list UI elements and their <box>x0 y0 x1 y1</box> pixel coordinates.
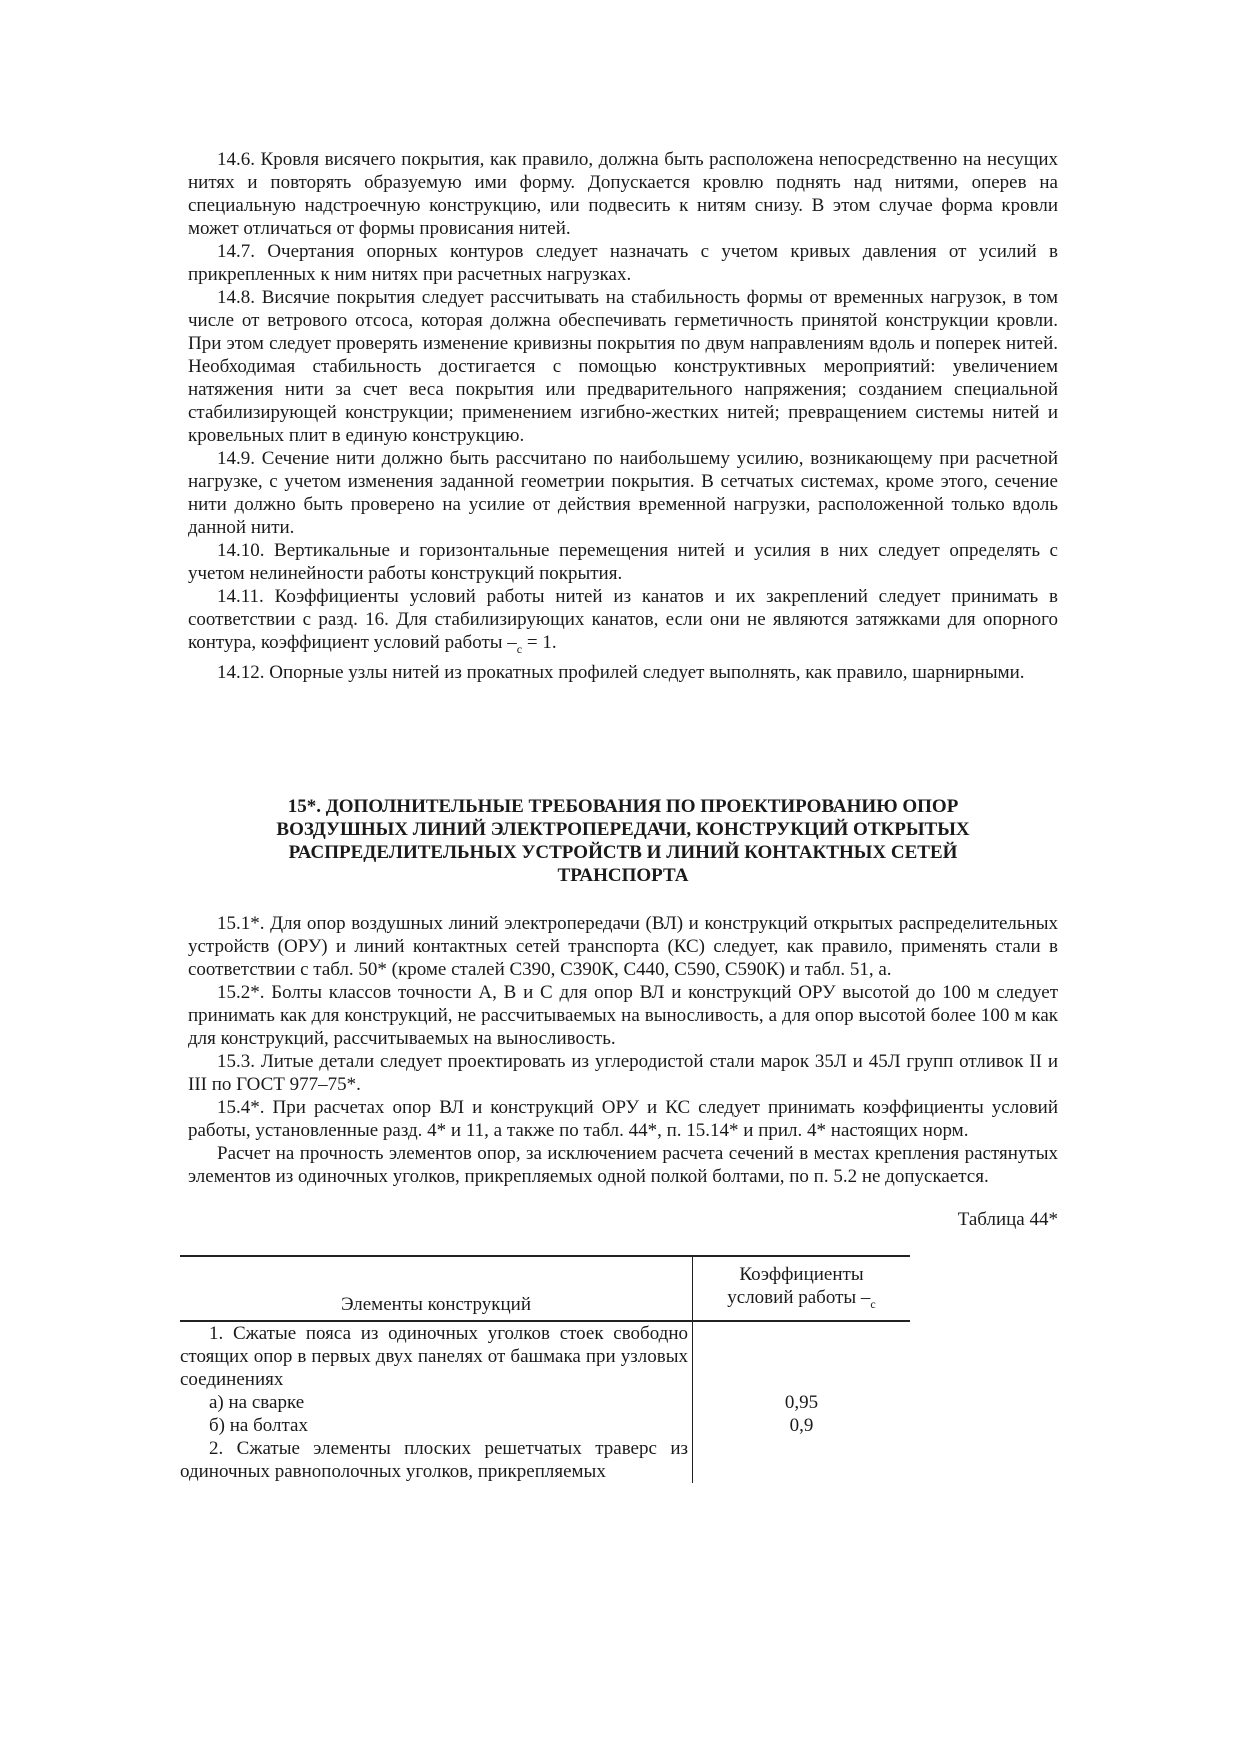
paragraph-15-2: 15.2*. Болты классов точности А, В и С для опор ВЛ и конструкций ОРУ высотой до 100 м следует принимать как для конструкций, не рассчитываемых на выносливость, а для опор высотой более 100 м как для конструкций, рассчитываемых на выносливость. <box>188 981 1058 1049</box>
heading-line-3: РАСПРЕДЕЛИТЕЛЬНЫХ УСТРОЙСТВ И ЛИНИЙ КОНТАКТНЫХ СЕТЕЙ <box>288 841 958 863</box>
spacer <box>693 1368 910 1391</box>
paragraph-15-4: 15.4*. При расчетах опор ВЛ и конструкций ОРУ и КС следует принимать коэффициенты условий работы, установленные разд. 4* и 11, а также по табл. 44*, п. 15.14* и прил. 4* настоящих норм. <box>188 1096 1058 1141</box>
paragraph-14-6: 14.6. Кровля висячего покрытия, как правило, должна быть расположена непосредственно на несущих нитях и повторять образуемую ими форму. Допускается кровлю поднять над нитями, оперев на специальную надстроечную конструкцию, или подвесить к нитям снизу. В этом случае форма кровли может отличаться от формы провисания нитей. <box>188 149 1058 239</box>
heading-line-4: ТРАНСПОРТА <box>557 864 689 886</box>
paragraph-14-11-main: 14.11. Коэффициенты условий работы нитей из канатов и их закреплений следует принимать в соответствии с разд. 16. Для стабилизирующих канатов, если они не являются затяжками для опорного контура, коэффициент условий работы <box>188 586 1058 653</box>
spacer <box>693 1322 910 1345</box>
heading-line-2: ВОЗДУШНЫХ ЛИНИЙ ЭЛЕКТРОПЕРЕДАЧИ, КОНСТРУКЦИЙ ОТКРЫТЫХ <box>276 818 970 840</box>
paragraph-15-4-continued: Расчет на прочность элементов опор, за исключением расчета сечений в местах крепления растянутых элементов из одиночных уголков, прикрепляемых одной полкой болтами, по п. 5.2 не допускается. <box>188 1142 1058 1187</box>
header-gamma-subscript: c <box>870 1296 876 1311</box>
gamma-symbol: – <box>507 632 517 653</box>
header-gamma-symbol: – <box>860 1286 871 1308</box>
row-1-a-label: а) на сварке <box>209 1391 305 1413</box>
row-1-b-value: 0,9 <box>789 1414 814 1436</box>
row-1-coefficients <box>693 1321 911 1483</box>
table-44 <box>180 1255 910 1483</box>
header-coefficients <box>693 1256 911 1321</box>
heading-line-1: 15*. ДОПОЛНИТЕЛЬНЫЕ ТРЕБОВАНИЯ ПО ПРОЕКТИРОВАНИЮ ОПОР <box>287 795 959 817</box>
header-coefficients-line-1: Коэффициенты <box>739 1263 864 1285</box>
header-elements: Элементы конструкций <box>180 1256 693 1321</box>
paragraph-14-11 <box>188 585 1058 661</box>
spacer <box>693 1345 910 1368</box>
paragraph-15-1: 15.1*. Для опор воздушных линий электропередачи (ВЛ) и конструкций открытых распределительных устройств (ОРУ) и линий контактных сетей транспорта (КС) следует, как правило, применять стали в соответствии с табл. 50* (кроме сталей С390, С390К, С440, С590, С590К) и табл. 51, а. <box>188 912 1058 980</box>
paragraph-15-3: 15.3. Литые детали следует проектировать из углеродистой стали марок 35Л и 45Л групп отливок II и III по ГОСТ 977–75*. <box>188 1050 1058 1095</box>
table-caption: Таблица 44* <box>957 1208 1058 1230</box>
paragraph-14-9: 14.9. Сечение нити должно быть рассчитано по наибольшему усилию, возникающему при расчетной нагрузке, с учетом изменения заданной геометрии покрытия. В сетчатых системах, кроме этого, сечение нити должно быть проверено на усилие от действия временной нагрузки, расположенной только вдоль данной нити. <box>188 448 1058 538</box>
paragraph-14-11-tail: = 1. <box>522 632 557 653</box>
table-header-row <box>180 1256 910 1321</box>
row-1-b-label: б) на болтах <box>209 1414 308 1436</box>
paragraph-14-7: 14.7. Очертания опорных контуров следует назначать с учетом кривых давления от усилий в прикрепленных к ним нитях при расчетных нагрузках. <box>188 241 1058 285</box>
document-page <box>180 148 1058 1483</box>
table-row <box>180 1321 910 1483</box>
paragraph-14-10: 14.10. Вертикальные и горизонтальные перемещения нитей и усилия в них следует определять с учетом нелинейности работы конструкций покрытия. <box>188 540 1058 584</box>
paragraph-14-12: 14.12. Опорные узлы нитей из прокатных профилей следует выполнять, как правило, шарнирными. <box>217 661 1025 683</box>
row-2-text: 2. Сжатые элементы плоских решетчатых траверс из одиночных равнополочных уголков, прикрепляемых <box>180 1437 688 1482</box>
row-1-a-value: 0,95 <box>784 1391 819 1413</box>
section-15-body <box>188 912 1058 1188</box>
section-15-heading <box>188 795 1058 887</box>
row-1-elements <box>180 1321 693 1483</box>
row-1-text: 1. Сжатые пояса из одиночных уголков стоек свободно стоящих опор в первых двух панелях от башмака при узловых соединениях <box>180 1322 688 1390</box>
gamma-subscript: c <box>516 641 523 656</box>
header-coefficients-line-2: условий работы <box>727 1286 861 1308</box>
paragraph-14-8: 14.8. Висячие покрытия следует рассчитывать на стабильность формы от временных нагрузок, в том числе от ветрового отсоса, которая должна обеспечивать герметичность принятой конструкции кровли. При этом следует проверять изменение кривизны покрытия по двум направлениям вдоль и поперек нитей. Необходимая стабильность достигается с помощью конструктивных мероприятий: увеличением натяжения нити за счет веса покрытия или предварительного напряжения; созданием специальной стабилизирующей конструкции; применением изгибно-жестких нитей; превращением системы нитей и кровельных плит в единую конструкцию. <box>188 287 1058 446</box>
